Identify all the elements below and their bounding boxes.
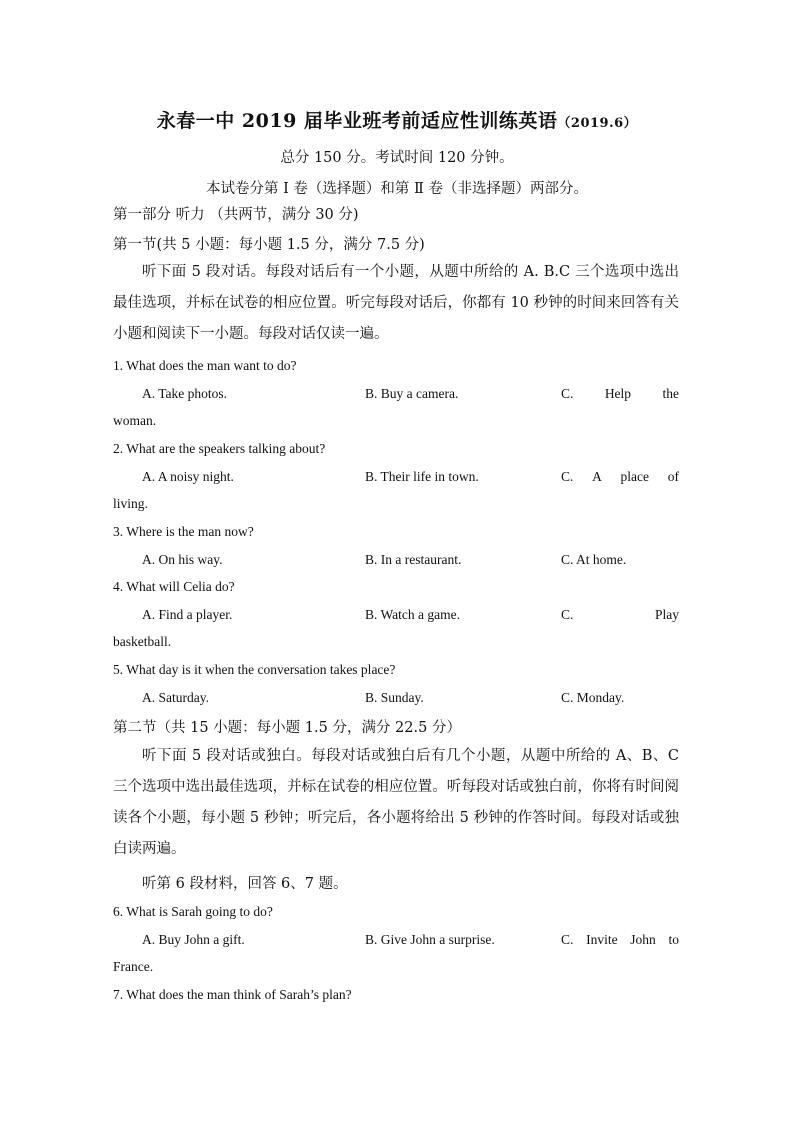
option-c-word: C. [561,607,574,622]
question-4-option-c-wrap: basketball. [113,634,172,649]
section2-heading: 第二节（共 15 小题：每小题 1.5 分，满分 22.5 分） [113,720,461,736]
question-4-option-c [561,607,679,623]
question-1-option-b: B. Buy a camera. [365,386,459,401]
section2-instructions: 听下面 5 段对话或独白。每段对话或独白后有几个小题，从题中所给的 A、B、C 三个选项中选出最佳选项，并标在试卷的相应位置。听每段对话或独白前，你将有时间阅读各个小题，每小题 5 秒钟；听完后，各小题将给出 5 秒钟的作答时间。每段对话或独白读两遍。 [113,748,679,857]
question-7-stem: 7. What does the man think of Sarah’s plan? [113,987,352,1002]
question-1-option-a: A. Take photos. [142,386,228,401]
question-4-option-a: A. Find a player. [142,607,233,622]
option-c-word: the [662,386,679,401]
question-6-option-c-wrap: France. [113,959,154,974]
option-c-word: C. [561,469,574,484]
option-c-word: Help [604,386,632,401]
question-1-stem: 1. What does the man want to do? [113,358,297,373]
question-2-option-b: B. Their life in town. [365,469,479,484]
question-2-stem: 2. What are the speakers talking about? [113,441,326,456]
question-5-stem: 5. What day is it when the conversation takes place? [113,662,396,677]
option-c-word: place [620,469,650,484]
exam-title [0,106,794,133]
exam-score-time: 总分 150 分。考试时间 120 分钟。 [280,150,514,166]
question-1-option-c-wrap: woman. [113,413,157,428]
question-4-option-b: B. Watch a game. [365,607,461,622]
question-5-option-a: A. Saturday. [142,690,209,705]
section1-heading: 第一节(共 5 小题：每小题 1.5 分，满分 7.5 分) [113,237,425,253]
option-c-word: C. [561,932,574,947]
question-6-option-c [561,932,679,948]
question-5-option-b: B. Sunday. [365,690,424,705]
question-2-option-c [561,469,679,485]
option-c-word: A [592,469,602,484]
option-c-word: Invite [586,932,618,947]
question-6-stem: 6. What is Sarah going to do? [113,904,273,919]
option-c-word: to [668,932,679,947]
exam-date: （2019.6） [557,116,638,131]
material-6-note: 听第 6 段材料，回答 6、7 题。 [142,876,348,892]
question-3-option-b: B. In a restaurant. [365,552,462,567]
part1-heading: 第一部分 听力 （共两节，满分 30 分) [113,207,359,223]
question-2-option-c-wrap: living. [113,496,148,511]
question-5-option-c: C. Monday. [561,690,625,705]
question-1-option-c [561,386,679,402]
exam-structure-note: 本试卷分第 Ⅰ 卷（选择题）和第 Ⅱ 卷（非选择题）两部分。 [205,181,589,197]
question-3-option-a: A. On his way. [142,552,223,567]
option-c-word: John [630,932,656,947]
option-c-word: C. [561,386,574,401]
exam-title-text: 永春一中 2019 届毕业班考前适应性训练英语 [156,110,558,132]
question-3-stem: 3. Where is the man now? [113,524,254,539]
question-3-option-c: C. At home. [561,552,627,567]
question-4-stem: 4. What will Celia do? [113,579,235,594]
question-6-option-a: A. Buy John a gift. [142,932,245,947]
option-c-word: of [667,469,679,484]
question-2-option-a: A. A noisy night. [142,469,234,484]
section1-instructions: 听下面 5 段对话。每段对话后有一个小题，从题中所给的 A. B.C 三个选项中选出最佳选项，并标在试卷的相应位置。听完每段对话后，你都有 10 秒钟的时间来回答有关小题和阅读下一小题。每段对话仅读一遍。 [113,264,679,342]
option-c-word: Play [654,607,679,622]
question-6-option-b: B. Give John a surprise. [365,932,495,947]
